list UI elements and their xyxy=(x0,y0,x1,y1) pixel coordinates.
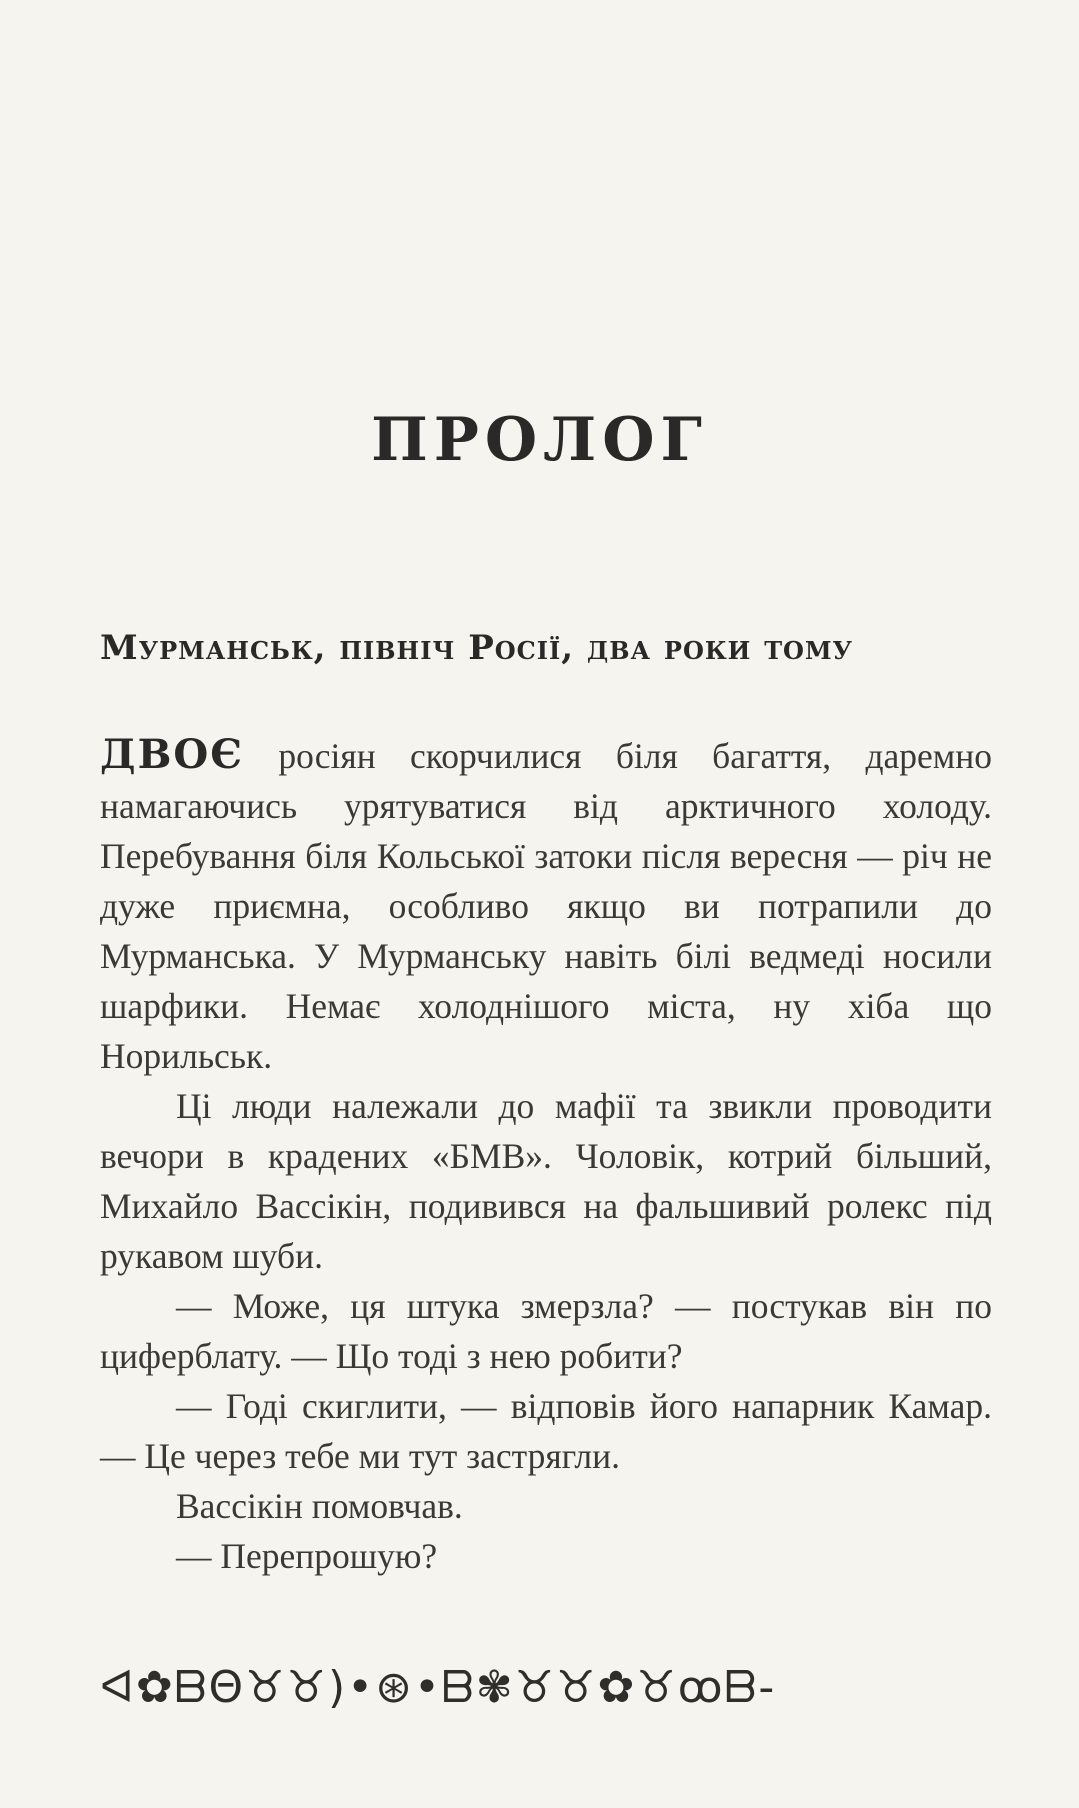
paragraph-6: — Перепрошую? xyxy=(176,1536,438,1576)
paragraph-1 xyxy=(100,730,992,1081)
dropcap-word: ДВОЄ xyxy=(100,731,245,778)
paragraph-3: — Може, ця штука змерзла? — постукав він по циферблату. — Що тоді з нею робити? xyxy=(100,1286,992,1376)
chapter-title: ПРОЛОГ xyxy=(371,405,708,475)
chapter-body xyxy=(100,730,992,1581)
paragraph-1-text: росіян скорчилися біля багаття, даремно намагаючись урятуватися від арктичного холоду. Перебування біля Кольської затоки після вересня — річ не дуже приємна, особливо якщо ви потрапили до Мурманська. У Мурманську навіть білі ведмеді носили шарфики. Немає холоднішого міста, ну хіба що Норильськ. xyxy=(100,736,992,1076)
chapter-subtitle: Мурманськ, північ Росії, два роки тому xyxy=(100,628,854,668)
footer-code-glyphs: ᐊ✿ᗷΘ♉♉)•⊛•ᗷ✾♉♉✿♉ꝏᗷ- xyxy=(100,1662,777,1713)
paragraph-5: Вассікін помовчав. xyxy=(176,1486,463,1526)
paragraph-2: Ці люди належали до мафії та звикли проводити вечори в крадених «БМВ». Чоловік, котрий більший, Михайло Вассікін, подивився на фальшивий ролекс під рукавом шуби. xyxy=(100,1086,992,1276)
paragraph-4: — Годі скиглити, — відповів його напарник Камар. — Це через тебе ми тут застрягли. xyxy=(100,1386,992,1476)
